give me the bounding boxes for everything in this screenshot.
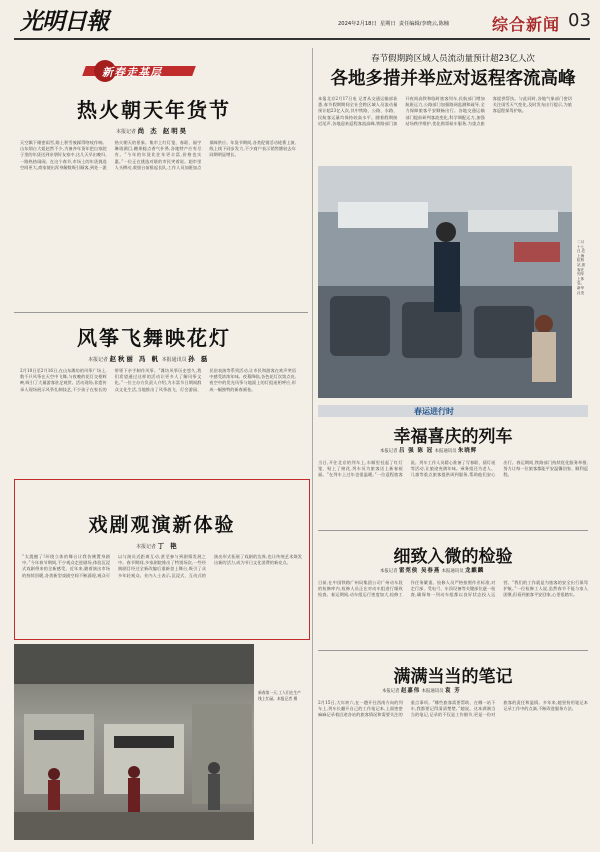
masthead — [0, 0, 600, 40]
chunyun-kicker: 春节假期跨区域人员流动量预计超23亿人次 — [371, 54, 535, 64]
train-photo-caption: 二月十七日,在上海虹桥站,旅客在列车上休息。新华社发 — [577, 240, 586, 295]
chunyun-title: 各地多措并举应对返程客流高峰 — [330, 69, 576, 89]
factory-illustration — [14, 644, 254, 840]
article-huore-body: 天空飘下细密雨雪,路上积雪被踩得咯吱作响。山东烟台大姐赵然不少,为备齐年货年把自家院子里的年货送到亲朋好友家中,这几天早出晚归,一路热热闹闹。在这个春节,市场上的年货挑选空间更大,商家使出浑身解数吸引顾客,到处一派热火朝天的景象。集市上红灯笼、春联、福字琳琅满目,糖果糕点香气扑鼻,各地特产应有尽有。“今年的年货比往年更丰富,价格也实惠。”一位正在挑选对联的市民笑着说。超市里人头攒动,收银台前排起长队,工作人员加班加点保障供应。年货节期间,各类促销活动轮番上演,线上线下同步发力,不少商户表示销售额较去年同期明显增长。 — [20, 140, 296, 170]
article-fengzheng-title: 风筝飞舞映花灯 — [77, 326, 231, 350]
factory-photo — [14, 644, 254, 840]
article-fengzheng-byline — [88, 354, 209, 363]
issue-editors: 责任编辑/李晓云,陈楠 — [398, 21, 449, 27]
byline-names: 雷莞侯 吴春燕 — [398, 568, 441, 574]
jianyan-title: 细致入微的检验 — [393, 547, 513, 567]
article-xiju-title: 戏剧观演新体验 — [88, 514, 236, 536]
biji-byline — [382, 686, 461, 694]
issue-weekday: 星期日 — [379, 21, 396, 27]
newspaper-logo: 光明日報 — [20, 8, 108, 35]
issue-info — [338, 20, 449, 27]
article-huore-byline — [116, 126, 188, 135]
issue-date: 2024年2月18日 — [338, 21, 377, 27]
article-huore-title: 热火朝天年货节 — [77, 98, 231, 122]
article-xiju-body: “太震撼了!环绕立体的舞台让我仿佛置身剧中。”今年春节期间,不少观众走进剧场,体验沉浸式戏剧带来的全新感受。近年来,随着演出市场的持续回暖,各类新型戏剧空间不断涌现,观众可以与演员近距离互动,甚至参与到剧情发展之中。春节期间,多家剧院推出了特别场次,一些经典剧目经过全新改编后重新登上舞台,吸引了众多年轻观众。业内人士表示,沉浸式、互动式的演出形式拓展了戏剧的边界,也让传统艺术焕发出新的活力,成为节日文化消费的新亮点。 — [22, 554, 302, 578]
section-band — [318, 405, 588, 417]
byline-prefix-2: 本报通讯员 — [434, 449, 457, 454]
byline-names: 丁 艳 — [157, 542, 179, 550]
article-fengzheng-body: 2月10日至2月16日,在山东潍坊的风筝广场上,数千只风筝在天空中飞舞,与夜晚的花灯交相辉映,吸引了大量游客驻足观赏。活动现场,非遗传承人现场展示风筝扎制技艺,不少孩子在家长的带领下亲手制作风筝。“潍坊风筝历史悠久,我们希望通过这样的活动让更多人了解风筝文化。”一位主办方负责人介绍,为丰富节日期间群众文化生活,当地推出了风筝放飞、灯会游园、民俗表演等系列活动,让市民和游客在欢声笑语中感受浓浓年味。夜幕降临,各色花灯次第点亮,夜空中的发光风筝与地面上的灯组遥相呼应,形成一幅独特的新春画卷。 — [20, 368, 296, 392]
divider — [14, 312, 308, 313]
masthead-rule — [14, 38, 590, 40]
byline-names: 赵嘉伟 — [400, 688, 421, 694]
byline-prefix: 本报记者 — [88, 357, 109, 363]
jianyan-byline — [380, 566, 484, 574]
byline-names-2: 朱晓辉 — [457, 448, 478, 454]
biji-title: 满满当当的笔记 — [393, 667, 513, 687]
column-divider — [312, 48, 313, 844]
byline-names-2: 孙 磊 — [188, 355, 210, 363]
section-band-label: 春运进行时 — [414, 407, 454, 416]
jianyan-body: 日前,在中国铁路广州局集团公司广州动车段的检修库内,检修人员正在对动车组进行细致检查。春运期间,动车组运行密度加大,检修工作任务繁重。检修人员严格按照作业标准,对走行部、受电弓、车顶设备等关键部位逐一检查,确保每一列动车组都以良好状态投入运营。“我们的工作就是为旅客的安全出行保驾护航。”一位检修工人说,虽然春节不能与家人团聚,但看到旅客平安回家,心里很踏实。 — [318, 580, 588, 598]
divider — [318, 650, 588, 651]
byline-names: 吕 强 陈 冠 — [398, 448, 434, 454]
byline-prefix: 本报记者 — [116, 129, 137, 135]
byline-prefix: 本报记者 — [382, 689, 400, 694]
byline-names: 尚 杰 赵明昊 — [137, 127, 189, 135]
column-tag-label: 新春走基层 — [102, 66, 162, 79]
chunyun-body: 本报北京2月17日电 记者从交通运输部获悉,春节假期期间全社会跨区域人员流动量预计超23亿人次,其中铁路、公路、水路、民航客运量均保持较高水平。随着假期接近尾声,各地迎来返程客流高峰,铁路部门加开夜间高铁和临时旅客列车,民航部门增加航班运力,公路部门加强路网监测和疏导,全力保障旅客平安顺畅出行。各地交通运输部门提前研判客流变化,科学调配运力,加强站场秩序维护,优化购票候车服务,为重点旅客提供帮扶。与此同时,各地气象部门密切关注雨雪天气变化,及时发布出行提示,为旅客返程保驾护航。 — [318, 96, 572, 126]
byline-prefix-2: 本报通讯员 — [161, 357, 187, 363]
train-photo — [318, 166, 572, 398]
byline-prefix: 本报记者 — [380, 449, 398, 454]
page-number: 03 — [568, 10, 591, 31]
byline-names-2: 龙麒麟 — [465, 568, 485, 574]
column-tag — [84, 60, 194, 82]
train-illustration — [318, 166, 572, 398]
divider — [318, 530, 588, 531]
byline-prefix: 本报记者 — [380, 569, 398, 574]
article-xiju-byline — [136, 541, 179, 550]
byline-names: 赵秋丽 冯 帆 — [109, 355, 161, 363]
factory-photo-caption: 新春第一天,工人们在生产线上忙碌。本报记者 摄 — [258, 690, 301, 701]
byline-prefix-2: 本报通讯员 — [441, 569, 464, 574]
biji-body: 2月15日,大年初六,在一趟开往西南方向的列车上,列车长翻开自己的工作笔记本,上面密密麻麻记录着沿途各站的旅客情况和需要关注的重点事项。“哪些旅客需要帮助、在哪一站下车,我都要记得清清楚楚。”她说。这本满满当当的笔记,记录的不仅是工作细节,更是一份对旅客的责任和温情。多年来,她坚持用笔记本记录工作中的点滴,不断改进服务方法。 — [318, 700, 588, 718]
lieche-body: 当日,开往北京的列车上,车厢里挂起了红灯笼、贴上了窗花,列车员为旅客送上新春祝福。“在列车上过年也很温暖。”一位返程旅客说。列车工作人员精心准备了写春联、猜灯谜等活动,让旅途充满年味。乘务组还为老人、儿童等重点旅客提供周到服务,帮助他们安心出行。春运期间,铁路部门持续优化服务举措,努力让每一位旅客都能平安温馨回家、顺利返程。 — [318, 460, 588, 478]
byline-names-2: 袁 芳 — [444, 688, 461, 694]
lieche-title: 幸福喜庆的列车 — [393, 427, 513, 447]
byline-prefix-2: 本报通讯员 — [421, 689, 444, 694]
section-title: 综合新闻 — [492, 15, 561, 34]
byline-prefix: 本报记者 — [136, 544, 157, 550]
lieche-byline — [380, 446, 477, 454]
